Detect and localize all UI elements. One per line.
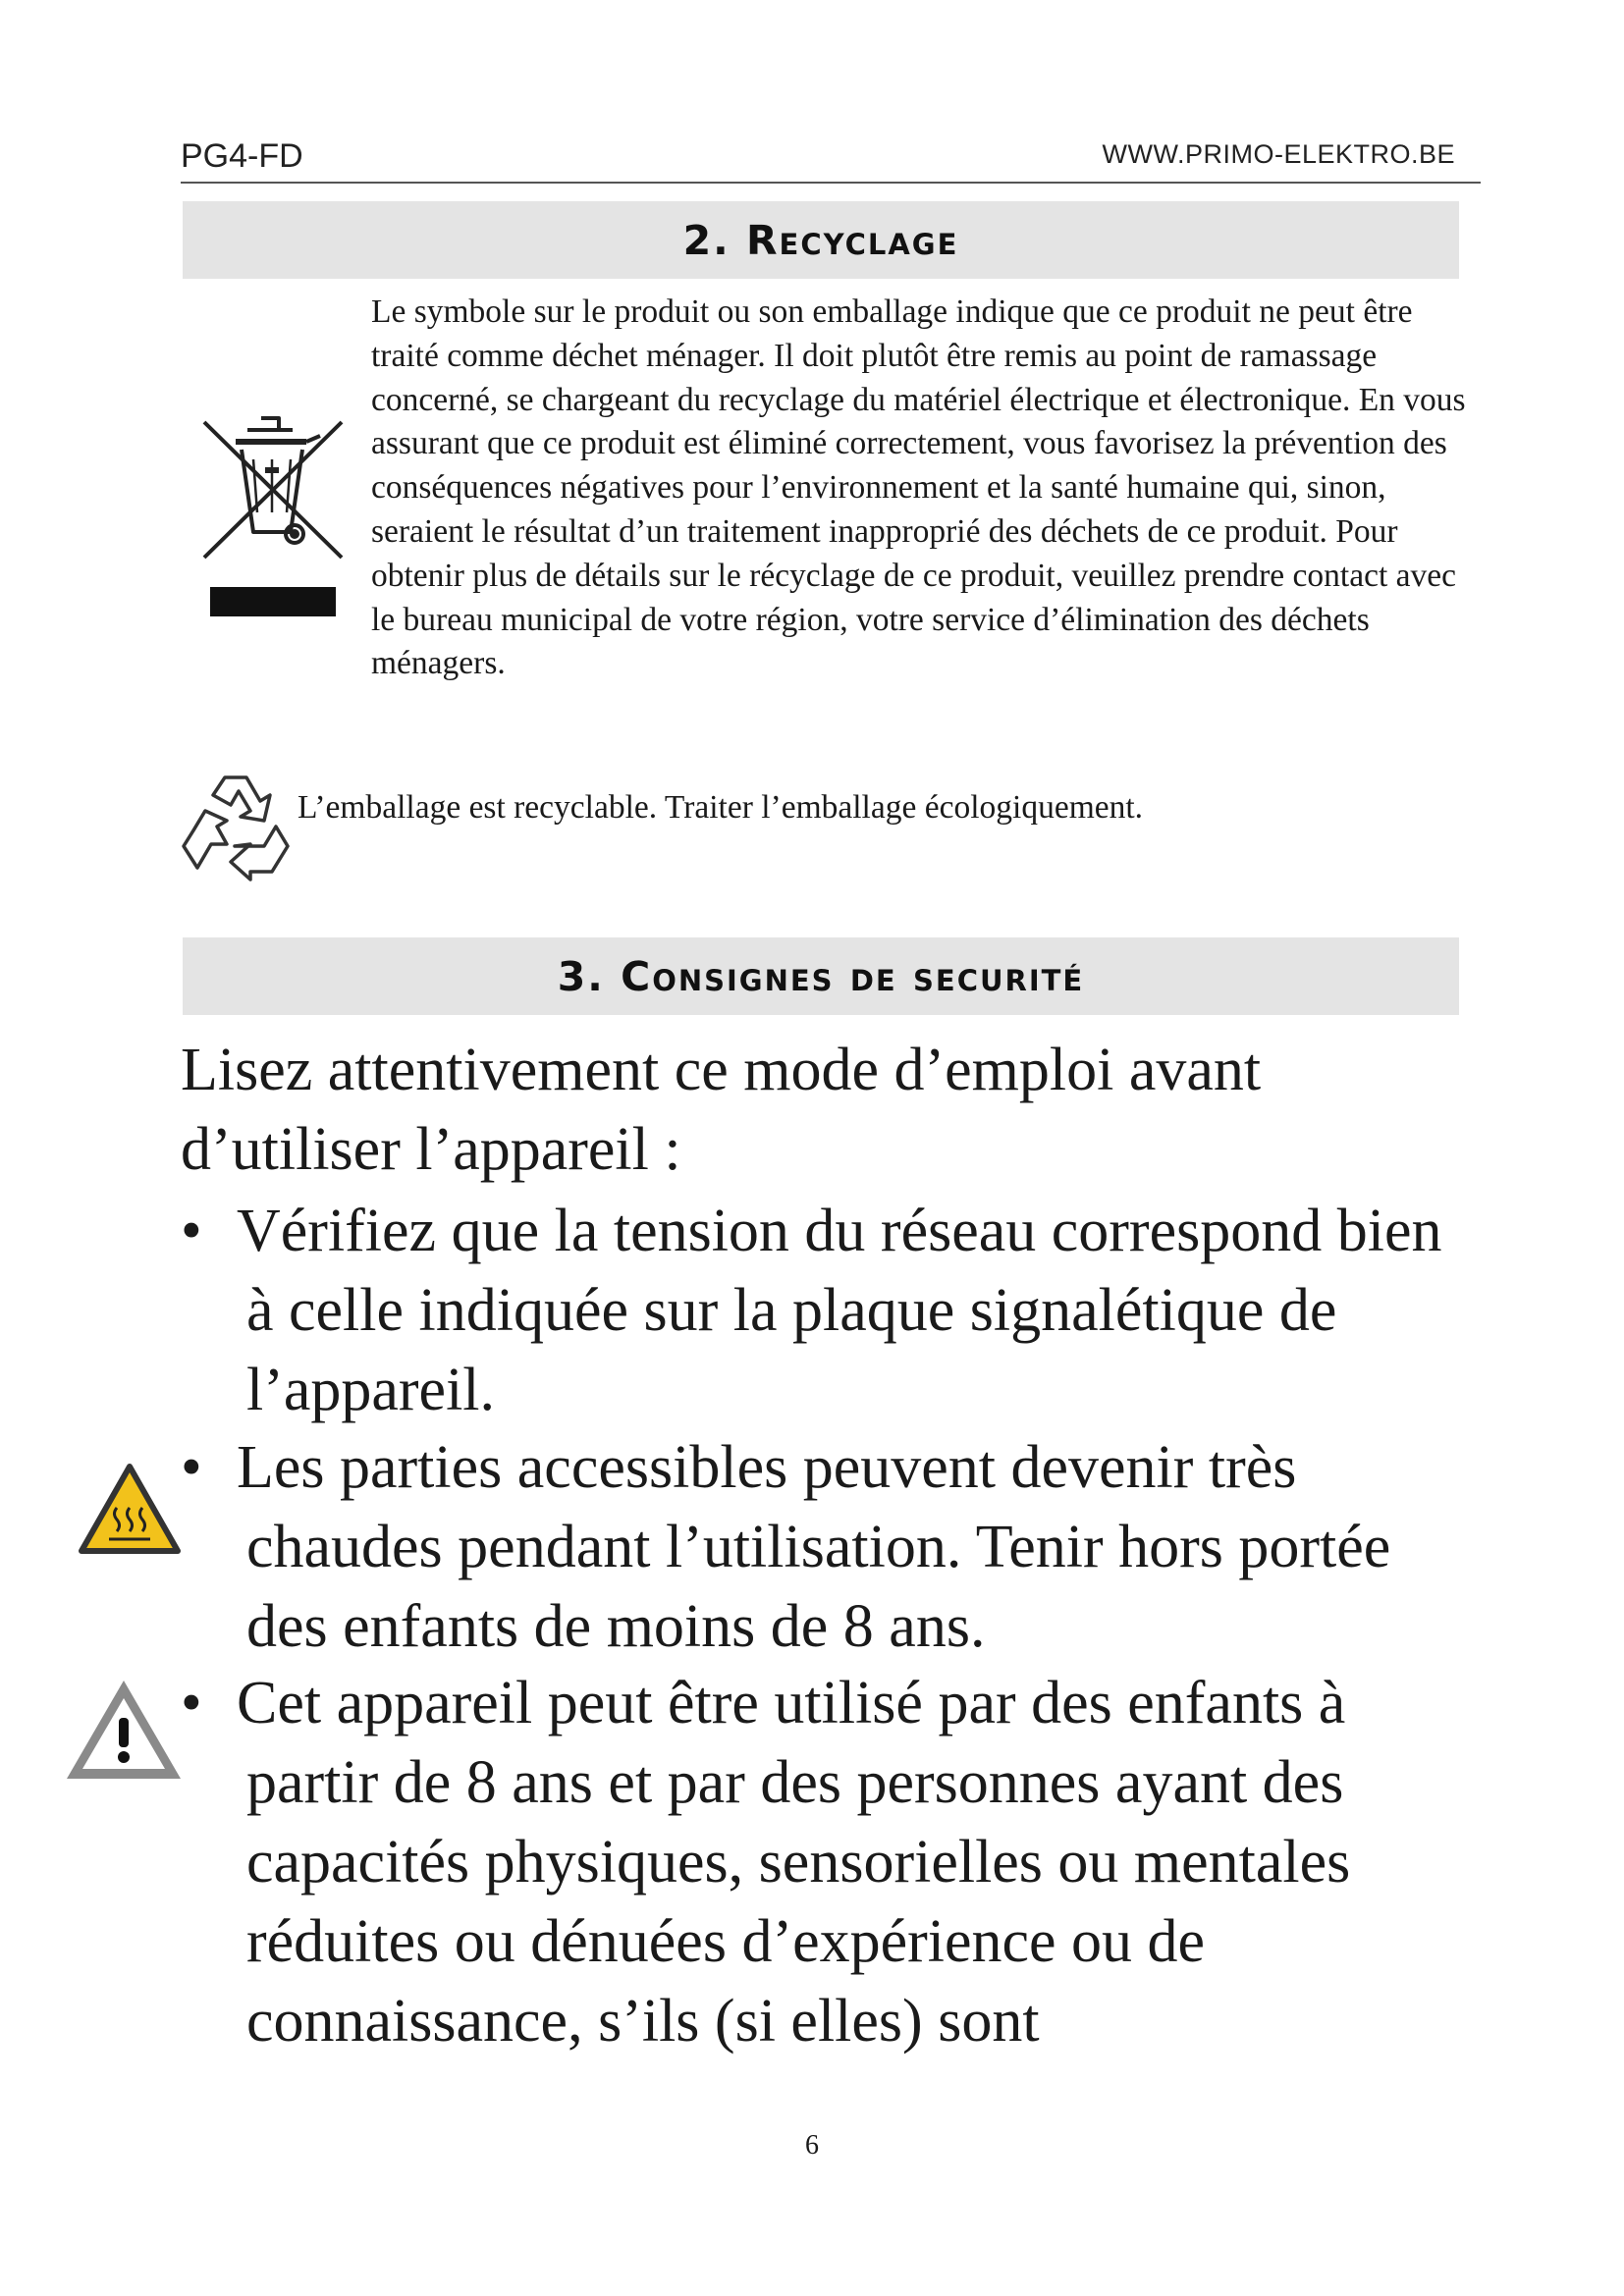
hot-surface-warning-icon <box>76 1461 184 1559</box>
section-heading-safety <box>183 937 1459 1015</box>
bullet: • <box>181 1198 202 1264</box>
section-title-safety: 3. Consignes de securité <box>557 952 1085 1000</box>
bullet: • <box>181 1670 202 1736</box>
packaging-note: L’emballage est recyclable. Traiter l’emballage écologiquement. <box>298 789 1144 826</box>
bullet: • <box>181 1434 202 1501</box>
section-heading-recycling <box>183 201 1459 279</box>
crossed-out-wheelie-bin-icon <box>196 402 349 620</box>
website-url: WWW.PRIMO-ELEKTRO.BE <box>1102 139 1455 169</box>
safety-item-text: Les parties accessibles peuvent devenir très chaudes pendant l’utilisation. Tenir hors portée des enfants de moins de 8 ans. <box>237 1434 1391 1660</box>
recycling-paragraph: Le symbole sur le produit ou son emballage indique que ce produit ne peut être traité comme déchet ménager. Il doit plutôt être remis au point de ramassage concerné, se chargeant du recyclage du matériel électrique et électronique. En vous assurant que ce produit est éliminé correctement, vous favorisez la prévention des conséquences négatives pour l’environnement et la santé humaine qui, sinon, seraient le résultat d’un traitement inapproprié des déchets de ce produit. Pour obtenir plus de détails sur le récyclage de ce produit, veuillez prendre contact avec le bureau municipal de votre région, votre service d’élimination des déchets ménagers. <box>371 294 1466 682</box>
page-number: 6 <box>805 2130 819 2161</box>
model-name: PG4-FD <box>181 137 303 175</box>
section-title-recycling: 2. Recyclage <box>682 216 959 264</box>
exclamation-warning-icon <box>63 1677 185 1784</box>
header-rule <box>181 182 1481 184</box>
safety-intro: Lisez attentivement ce mode d’emploi avant d’utiliser l’appareil : <box>181 1037 1262 1183</box>
safety-item-text: Cet appareil peut être utilisé par des enfants à partir de 8 ans et par des personnes ayant des capacités physiques, sensorielles ou mentales réduites ou dénuées d’expérience ou de connaissance, s’ils (si elles) sont <box>237 1670 1351 2055</box>
recycle-arrows-icon <box>180 770 298 885</box>
safety-item-text: Vérifiez que la tension du réseau correspond bien à celle indiquée sur la plaque signalétique de l’appareil. <box>237 1198 1442 1423</box>
